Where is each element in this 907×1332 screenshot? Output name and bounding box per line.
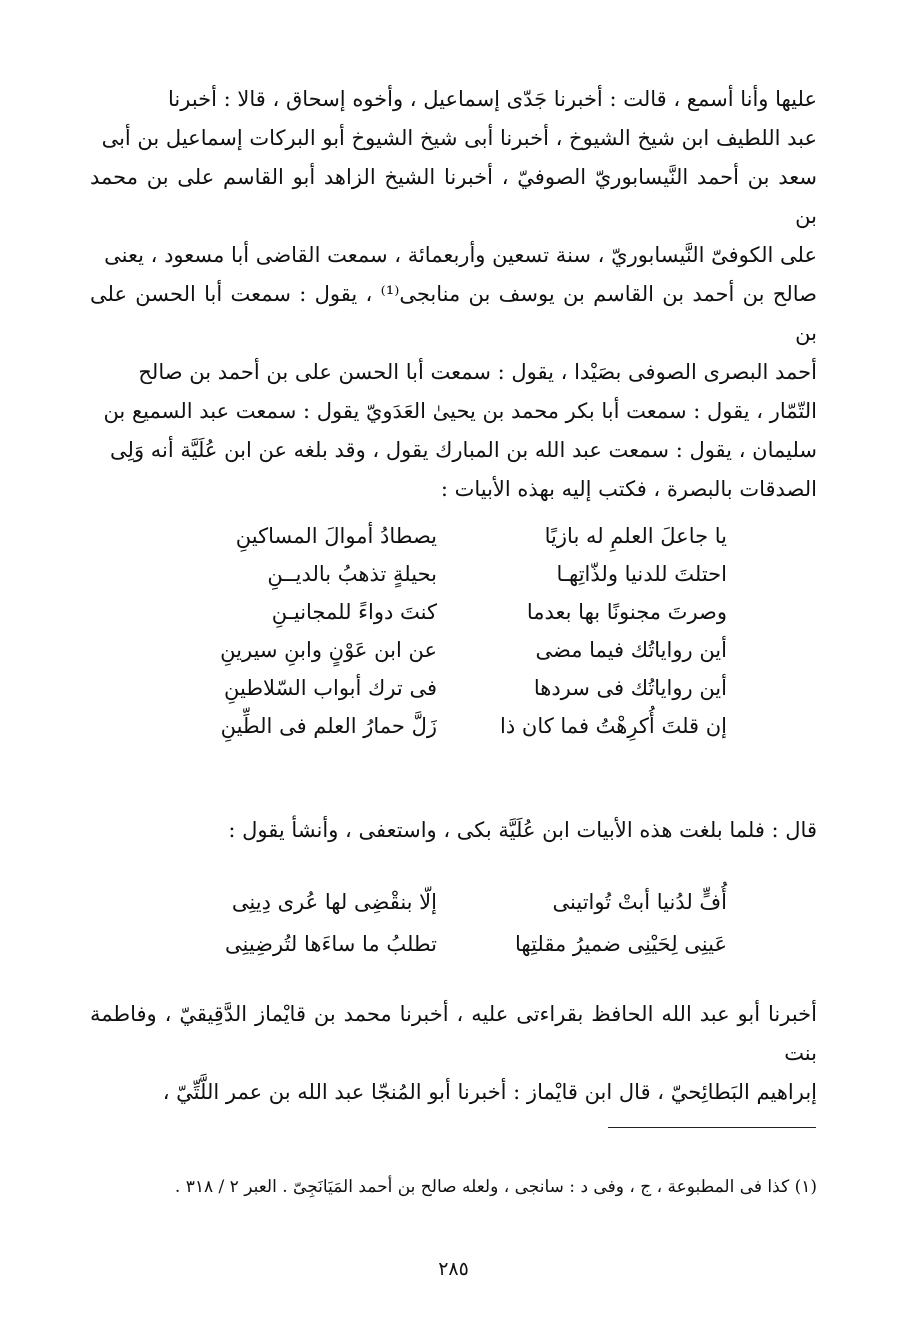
paragraph-isnad: [90, 80, 817, 509]
text-line: عبد اللطيف ابن شيخ الشيوخ ، أخبرنا أبى شيخ الشيوخ أبو البركات إسماعيل بن أبى: [101, 126, 817, 150]
verse-first-hemistich: أين رواياتُك فى سردها: [533, 676, 727, 700]
footnote-separator: [608, 1127, 816, 1128]
text-line: أحمد البصرى الصوفى بصَيْدا ، يقول : سمعت أبا الحسن على بن أحمد بن صالح: [138, 360, 817, 384]
verse-line: [177, 631, 727, 669]
text-line: على الكوفىّ النَّيسابوريّ ، سنة تسعين وأربعمائة ، سمعت القاضى أبا مسعود ، يعنى: [104, 243, 817, 267]
text-line: صالح بن أحمد بن القاسم بن يوسف بن منابجى⁽¹⁾ ، يقول : سمعت أبا الحسن على بن: [90, 282, 817, 345]
verse-second-hemistich: عن ابن عَوْنٍ وابنِ سيرينِ: [220, 638, 437, 662]
text-line: التّمّار ، يقول : سمعت أبا بكر محمد بن يحيىٰ العَدَويّ يقول : سمعت عبد السميع بن: [103, 399, 817, 423]
verse-second-hemistich: تطلبُ ما ساءَها لتُرضِينِى: [225, 932, 437, 956]
poem-one: [177, 517, 727, 745]
verse-line: [177, 517, 727, 555]
verse-second-hemistich: بحيلةٍ تذهبُ بالديــنِ: [267, 562, 437, 586]
paragraph-narration: [90, 811, 817, 850]
paragraph-second-isnad: [90, 995, 817, 1112]
text-line: عليها وأنا أسمع ، قالت : أخبرنا جَدّى إسماعيل ، وأخوه إسحاق ، قالا : أخبرنا: [168, 87, 817, 111]
verse-first-hemistich: إن قلتَ أُكرِهْتُ فما كان ذا: [500, 714, 727, 738]
verse-first-hemistich: وصرتَ مجنونًا بها بعدما: [526, 600, 727, 624]
verse-line: [177, 923, 727, 965]
verse-second-hemistich: إلّا بنقْضِى لها عُرى دِينِى: [231, 890, 437, 914]
verse-second-hemistich: فى ترك أبواب السّلاطينِ: [224, 676, 437, 700]
verse-first-hemistich: أُفٍّ لدُنيا أبتْ تُواتينى: [552, 890, 727, 914]
verse-first-hemistich: احتلتَ للدنيا ولذّاتِهـا: [556, 562, 727, 586]
page-number: ٢٨٥: [438, 1258, 469, 1280]
text-line: قال : فلما بلغت هذه الأبيات ابن عُلَيَّة بكى ، واستعفى ، وأنشأ يقول :: [228, 818, 817, 842]
verse-line: [177, 669, 727, 707]
verse-line: [177, 707, 727, 745]
verse-line: [177, 555, 727, 593]
text-line: إبراهيم البَطائِحيّ ، قال ابن قايْماز : أخبرنا أبو المُنجّا عبد الله بن عمر اللَّتِّيّ ،: [162, 1080, 817, 1104]
text-line: أخبرنا أبو عبد الله الحافظ بقراءتى عليه ، أخبرنا محمد بن قايْماز الدَّقِيقيّ ، وفاطمة بنت: [90, 1002, 817, 1065]
verse-line: [177, 881, 727, 923]
text-line: سليمان ، يقول : سمعت عبد الله بن المبارك يقول ، وقد بلغه عن ابن عُلَيَّة أنه وَلِى: [110, 438, 817, 462]
poem-two: [177, 881, 727, 965]
verse-first-hemistich: عَينِى لِحَيْنِى ضميرُ مقلتِها: [515, 932, 727, 956]
text-line: سعد بن أحمد النَّيسابوريّ الصوفيّ ، أخبرنا الشيخ الزاهد أبو القاسم على بن محمد بن: [90, 165, 817, 228]
verse-second-hemistich: كنتَ دواءً للمجانيـنِ: [271, 600, 437, 624]
verse-line: [177, 593, 727, 631]
verse-first-hemistich: يا جاعلَ العلمِ له بازيًا: [544, 524, 727, 548]
verse-second-hemistich: يصطادُ أموالَ المساكينِ: [235, 524, 437, 548]
verse-second-hemistich: زَلَّ حمارُ العلم فى الطِّينِ: [220, 714, 437, 738]
verse-first-hemistich: أين رواياتُك فيما مضى: [535, 638, 727, 662]
footnote: (١) كذا فى المطبوعة ، ج ، وفى د : سانجى ، ولعله صالح بن أحمد المَيَانَجِىّ . العبر ٢ / ٣١٨ .: [174, 1177, 817, 1197]
text-line: الصدقات بالبصرة ، فكتب إليه بهذه الأبيات :: [440, 477, 817, 501]
